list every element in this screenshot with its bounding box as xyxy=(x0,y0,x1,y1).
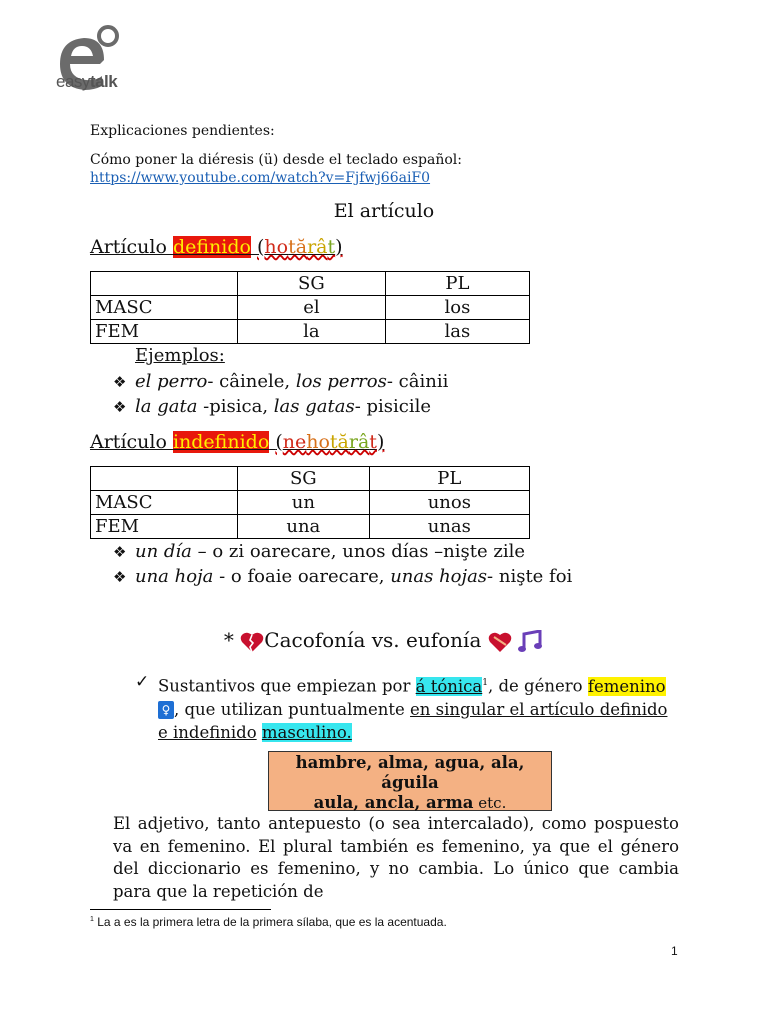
table-cell: la xyxy=(238,320,386,344)
table-cell: MASC xyxy=(91,491,238,515)
table-header: PL xyxy=(385,272,529,296)
table-header: SG xyxy=(238,467,370,491)
table-cell: FEM xyxy=(91,515,238,539)
table-header: SG xyxy=(238,272,386,296)
romanian-translation: (hotărât) xyxy=(257,236,343,258)
table-row xyxy=(91,515,530,539)
music-notes-icon xyxy=(518,630,544,654)
list-item: ❖ la gata -pisica, las gatas- pisicile xyxy=(113,396,432,417)
table-header: PL xyxy=(369,467,529,491)
logo-wordmark: easytalk xyxy=(56,72,118,91)
footnote-divider xyxy=(90,909,271,910)
table-row xyxy=(91,320,530,344)
table-row xyxy=(91,296,530,320)
page-title: El artículo xyxy=(333,200,435,222)
page-number: 1 xyxy=(671,944,678,958)
table-cell: unas xyxy=(369,515,529,539)
howto-text: Cómo poner la diéresis (ü) desde el teclado español: xyxy=(90,152,462,168)
table-cell: MASC xyxy=(91,296,238,320)
definido-table xyxy=(90,271,530,344)
list-item: ❖ el perro- câinele, los perros- câinii xyxy=(113,371,449,392)
table-cell: los xyxy=(385,296,529,320)
list-item: ❖ una hoja - o foaie oarecare, unas hojas- nişte foi xyxy=(113,566,573,587)
diamond-bullet-icon: ❖ xyxy=(113,543,127,561)
checkmark-icon: ✓ xyxy=(135,672,150,692)
table-row xyxy=(91,272,530,296)
footnote: $^1$ La a es la primera letra de la primera sílaba, que es la acentuada. xyxy=(90,915,447,929)
table-row xyxy=(91,467,530,491)
diamond-bullet-icon: ❖ xyxy=(113,373,127,391)
table-cell: una xyxy=(238,515,370,539)
table-cell: un xyxy=(238,491,370,515)
diamond-bullet-icon: ❖ xyxy=(113,568,127,586)
indefinido-table xyxy=(90,466,530,539)
heart-icon xyxy=(488,631,512,653)
table-cell: FEM xyxy=(91,320,238,344)
cacofonia-heading: * Cacofonía vs. eufonía xyxy=(0,628,768,654)
body-paragraph: El adjetivo, tanto antepuesto (o sea intercalado), como pospuesto va en femenino. El plural también es femenino, ya que el género del diccionario es femenino, y no cambia. Lo único que cambia para que la repetición de xyxy=(113,814,679,901)
table-cell: las xyxy=(385,320,529,344)
broken-heart-icon xyxy=(240,631,264,653)
woman-sign-icon: ♀ xyxy=(158,701,174,719)
table-cell xyxy=(91,467,238,491)
list-item: ❖ un día – o zi oarecare, unos días –nişte zile xyxy=(113,541,526,562)
heading-indefinido: Artículo indefinido (nehotărât) xyxy=(90,431,385,453)
romanian-translation: (nehotărât) xyxy=(275,431,385,453)
ejemplos-label: Ejemplos: xyxy=(135,345,225,366)
table-cell: el xyxy=(238,296,386,320)
table-cell xyxy=(91,272,238,296)
table-row xyxy=(91,491,530,515)
rule-paragraph: Sustantivos que empiezan por á tónica$^1$, de género femenino ♀ , que utilizan puntualmente en singular el artículo definido e indefinido masculino. xyxy=(158,676,668,742)
pending-label: Explicaciones pendientes: xyxy=(90,123,275,139)
youtube-link[interactable]: https://www.youtube.com/watch?v=Fjfwj66aiF0 xyxy=(90,170,431,186)
table-cell: unos xyxy=(369,491,529,515)
heading-definido: Artículo definido (hotărât) xyxy=(90,236,343,258)
diamond-bullet-icon: ❖ xyxy=(113,398,127,416)
nouns-box: hambre, alma, agua, ala, águila aula, ancla, arma etc. xyxy=(268,751,552,811)
